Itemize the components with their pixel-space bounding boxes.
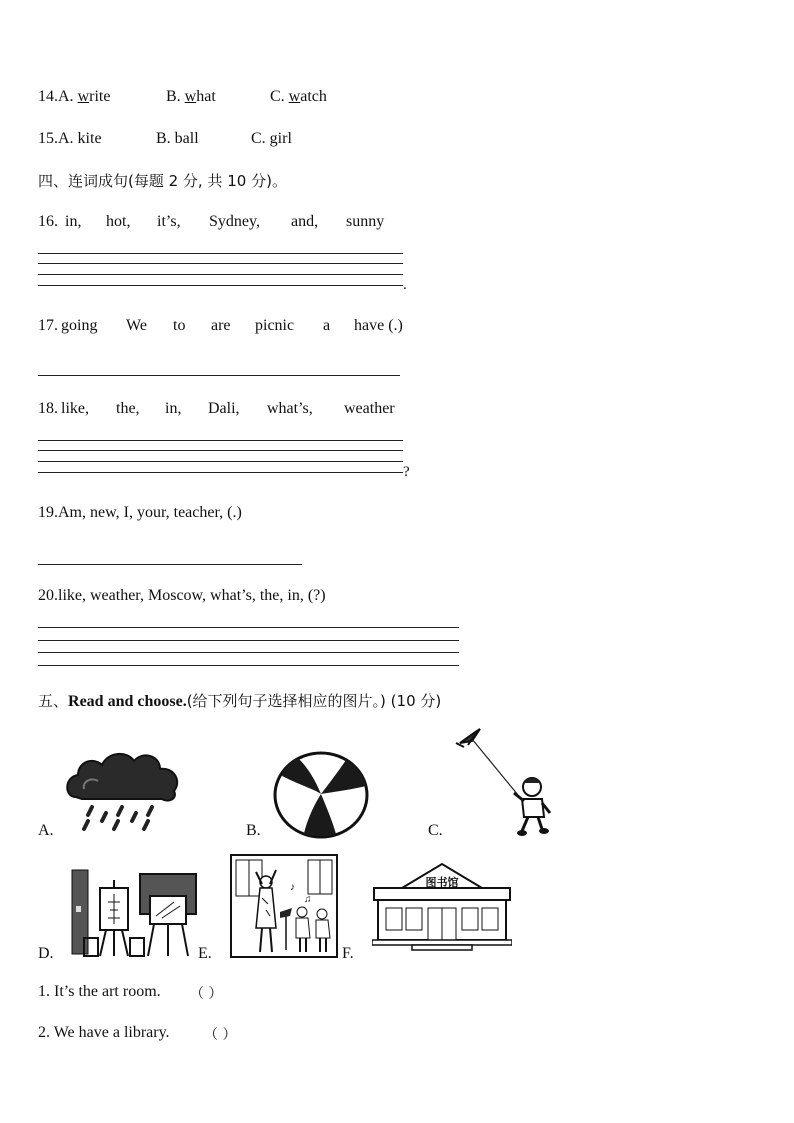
- question-14: [38, 88, 110, 106]
- svg-text:♫: ♫: [304, 894, 312, 905]
- answer-line[interactable]: [38, 450, 403, 451]
- answer-line[interactable]: [38, 665, 459, 666]
- beach-ball-icon: [272, 750, 370, 845]
- answer-line[interactable]: [38, 461, 403, 462]
- option-a: A. kite: [58, 130, 102, 147]
- question-number: 18.: [38, 400, 58, 417]
- word: to: [173, 317, 186, 334]
- word: weather: [344, 400, 395, 417]
- word: We: [126, 317, 147, 334]
- option-a-underlined: w: [77, 88, 90, 105]
- section-title: Read and choose.: [68, 693, 187, 710]
- question-number: 19.: [38, 504, 58, 521]
- question-number: 16.: [38, 213, 58, 230]
- word: are: [211, 317, 231, 334]
- choose-item-2: [38, 1024, 170, 1042]
- section-5-heading: [38, 690, 441, 711]
- item-text: 2. We have a library.: [38, 1024, 170, 1041]
- question-19: [38, 504, 242, 522]
- item-text: 1. It’s the art room.: [38, 983, 161, 1000]
- end-punctuation: ?: [403, 464, 410, 480]
- answer-line[interactable]: [38, 440, 403, 441]
- words: Am, new, I, your, teacher, (.): [58, 504, 242, 521]
- word: Dali,: [208, 400, 240, 417]
- word: picnic: [255, 317, 295, 334]
- question-15-option-c: C. girl: [251, 130, 292, 147]
- art-room-icon: [70, 866, 198, 963]
- answer-line[interactable]: [38, 640, 459, 641]
- answer-line[interactable]: [38, 263, 403, 264]
- picture-c-label: C.: [428, 822, 443, 839]
- word: the,: [116, 400, 140, 417]
- end-punctuation: .: [403, 277, 407, 293]
- word: and,: [291, 213, 319, 230]
- word: it’s,: [157, 213, 181, 230]
- picture-b-label: B.: [246, 822, 261, 839]
- question-number: 17.: [38, 317, 58, 334]
- answer-line[interactable]: [38, 627, 459, 628]
- word: a: [323, 317, 331, 334]
- word: going: [61, 317, 98, 334]
- answer-line[interactable]: [38, 253, 403, 254]
- question-15: [38, 130, 102, 148]
- answer-line[interactable]: [38, 564, 302, 565]
- word: in,: [165, 400, 182, 417]
- question-15-option-b: B. ball: [156, 130, 199, 147]
- word: in,: [65, 213, 82, 230]
- kite-boy-icon: [452, 725, 556, 842]
- words: like, weather, Moscow, what’s, the, in, (?): [58, 587, 326, 604]
- word: sunny: [346, 213, 385, 230]
- answer-line[interactable]: [38, 285, 403, 286]
- question-20: [38, 587, 326, 605]
- answer-blank[interactable]: （ ）: [190, 986, 223, 1002]
- section-instructions: (给下列句子选择相应的图片。) (10 分): [186, 692, 442, 710]
- picture-d-label: D.: [38, 945, 54, 962]
- word: like,: [61, 400, 89, 417]
- section-number: 五、: [38, 692, 69, 710]
- library-sign: 图书馆: [425, 876, 459, 889]
- picture-a-label: A.: [38, 822, 54, 839]
- question-number: 14.: [38, 88, 58, 105]
- picture-f-label: F.: [342, 945, 354, 962]
- word: what’s,: [267, 400, 313, 417]
- svg-text:♪: ♪: [290, 882, 295, 893]
- picture-e-label: E.: [198, 945, 212, 962]
- rain-cloud-icon: [62, 745, 184, 845]
- question-number: 20.: [38, 587, 58, 604]
- word: have (.): [354, 317, 403, 334]
- question-14-option-b: B. what: [166, 88, 216, 105]
- question-14-option-c: C. watch: [270, 88, 327, 105]
- answer-line[interactable]: [38, 652, 459, 653]
- word: hot,: [106, 213, 131, 230]
- answer-blank[interactable]: （ ）: [204, 1027, 237, 1043]
- answer-line[interactable]: [38, 274, 403, 275]
- music-room-icon: [230, 854, 338, 963]
- answer-line[interactable]: [38, 375, 400, 376]
- library-building-icon: [372, 860, 512, 952]
- section-4-heading: 四、连词成句(每题 2 分, 共 10 分)。: [38, 172, 287, 190]
- option-a-rest: rite: [89, 88, 111, 105]
- question-number: 15.: [38, 130, 58, 147]
- word: Sydney,: [209, 213, 260, 230]
- option-a-prefix: A.: [58, 88, 78, 105]
- answer-line[interactable]: [38, 472, 403, 473]
- choose-item-1: [38, 983, 161, 1001]
